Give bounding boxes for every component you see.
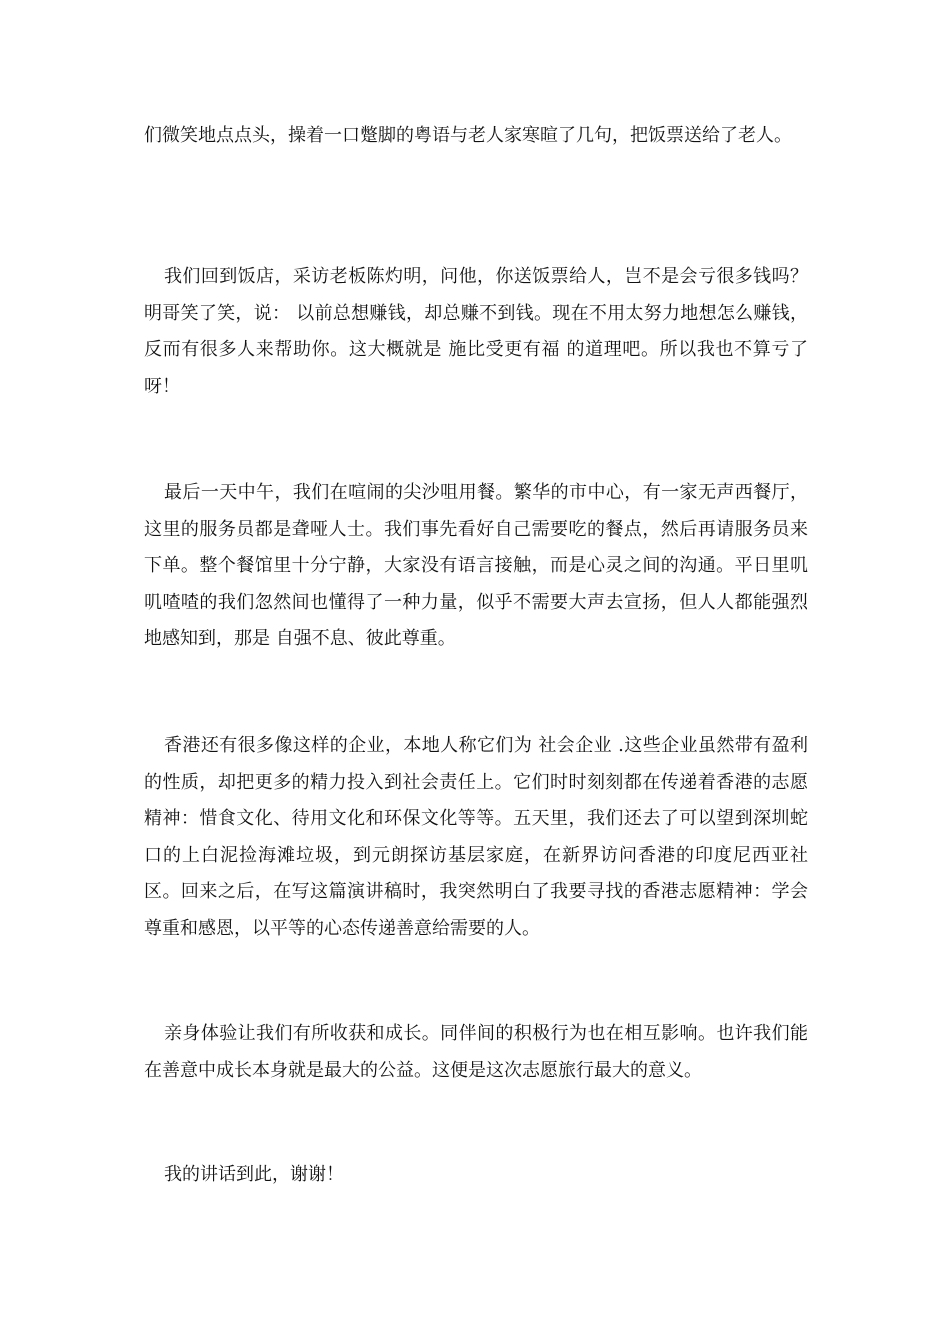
paragraph-growth: 亲身体验让我们有所收获和成长。同伴间的积极行为也在相互影响。也许我们能在善意中成长本身就是最大的公益。这便是这次志愿旅行最大的意义。: [144, 1023, 808, 1081]
paragraph-silent-restaurant: 最后一天中午，我们在喧闹的尖沙咀用餐。繁华的市中心，有一家无声西餐厅，这里的服务员都是聋哑人士。我们事先看好自己需要吃的餐点，然后再请服务员来下单。整个餐馆里十分宁静，大家没有语言接触，而是心灵之间的沟通。平日里叽叽喳喳的我们忽然间也懂得了一种力量，似乎不需要大声去宣扬，但人人都能强烈地感知到，那是 自强不息、彼此尊重。: [144, 482, 808, 649]
paragraph-continuation: 们微笑地点点头，操着一口蹩脚的粤语与老人家寒暄了几句，把饭票送给了老人。: [144, 125, 792, 146]
paragraph-closing: 我的讲话到此，谢谢！: [164, 1164, 344, 1185]
paragraph-social-enterprise: 香港还有很多像这样的企业，本地人称它们为 社会企业 .这些企业虽然带有盈利的性质，却把更多的精力投入到社会责任上。它们时时刻刻都在传递着香港的志愿精神：惜食文化、待用文化和环保文化等等。五天里，我们还去了可以望到深圳蛇口的上白泥捡海滩垃圾，到元朗探访基层家庭，在新界访问香港的印度尼西亚社区。回来之后，在写这篇演讲稿时，我突然明白了我要寻找的香港志愿精神：学会尊重和感恩，以平等的心态传递善意给需要的人。: [144, 735, 808, 939]
paragraph-restaurant-interview: 我们回到饭店，采访老板陈灼明，问他，你送饭票给人，岂不是会亏很多钱吗？明哥笑了笑，说： 以前总想赚钱，却总赚不到钱。现在不用太努力地想怎么赚钱，反而有很多人来帮助你。这大概就是 施比受更有福 的道理吧。所以我也不算亏了呀！: [144, 266, 808, 397]
